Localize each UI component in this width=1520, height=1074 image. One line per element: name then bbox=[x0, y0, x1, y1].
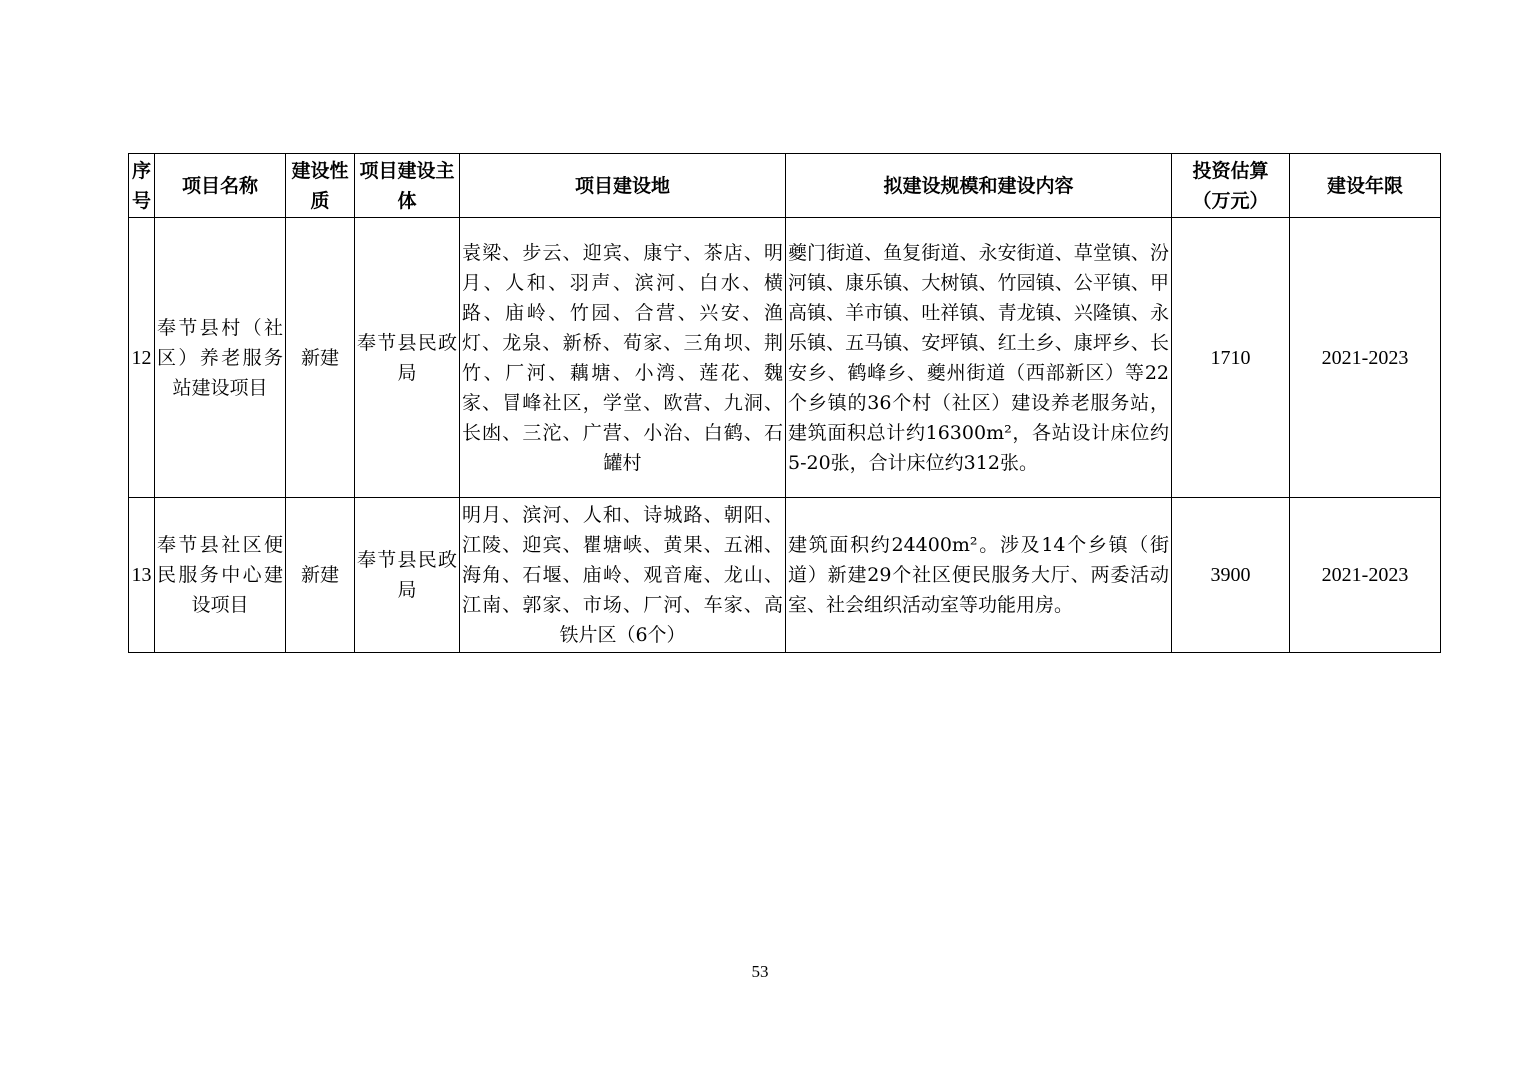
row-investment: 1710 bbox=[1172, 218, 1290, 498]
table-header-row bbox=[129, 154, 1441, 218]
row-investment: 3900 bbox=[1172, 498, 1290, 653]
header-period: 建设年限 bbox=[1290, 154, 1441, 218]
project-table bbox=[128, 153, 1441, 653]
table-row bbox=[129, 218, 1441, 498]
row-period: 2021-2023 bbox=[1290, 498, 1441, 653]
row-seq: 12 bbox=[129, 218, 155, 498]
row-content: 夔门街道、鱼复街道、永安街道、草堂镇、汾河镇、康乐镇、大树镇、竹园镇、公平镇、甲高镇、羊市镇、吐祥镇、青龙镇、兴隆镇、永乐镇、五马镇、安坪镇、红土乡、康坪乡、长安乡、鹤峰乡、夔州街道（西部新区）等22个乡镇的36个村（社区）建设养老服务站，建筑面积总计约16300m²，各站设计床位约5-20张，合计床位约312张。 bbox=[786, 218, 1172, 498]
header-content: 拟建设规模和建设内容 bbox=[786, 154, 1172, 218]
header-owner: 项目建设主体 bbox=[355, 154, 460, 218]
row-owner: 奉节县民政局 bbox=[355, 498, 460, 653]
header-investment: 投资估算（万元） bbox=[1172, 154, 1290, 218]
row-period: 2021-2023 bbox=[1290, 218, 1441, 498]
header-seq: 序号 bbox=[129, 154, 155, 218]
row-seq: 13 bbox=[129, 498, 155, 653]
page-number: 53 bbox=[751, 962, 769, 981]
row-owner: 奉节县民政局 bbox=[355, 218, 460, 498]
header-nature: 建设性质 bbox=[286, 154, 355, 218]
row-project-name: 奉节县社区便民服务中心建设项目 bbox=[155, 498, 286, 653]
table-row bbox=[129, 498, 1441, 653]
row-location: 明月、滨河、人和、诗城路、朝阳、江陵、迎宾、瞿塘峡、黄果、五湘、海角、石堰、庙岭、观音庵、龙山、江南、郭家、市场、厂河、车家、高铁片区（6个） bbox=[460, 498, 786, 653]
header-location: 项目建设地 bbox=[460, 154, 786, 218]
row-content: 建筑面积约24400m²。涉及14个乡镇（街道）新建29个社区便民服务大厅、两委活动室、社会组织活动室等功能用房。 bbox=[786, 498, 1172, 653]
header-name: 项目名称 bbox=[155, 154, 286, 218]
row-project-name: 奉节县村（社区）养老服务站建设项目 bbox=[155, 218, 286, 498]
row-nature: 新建 bbox=[286, 218, 355, 498]
row-nature: 新建 bbox=[286, 498, 355, 653]
row-location: 袁梁、步云、迎宾、康宁、茶店、明月、人和、羽声、滨河、白水、横路、庙岭、竹园、合营、兴安、渔灯、龙泉、新桥、荀家、三角坝、荆竹、厂河、藕塘、小湾、莲花、魏家、冒峰社区，学堂、欧营、九洞、长凼、三沱、广营、小治、白鹤、石罐村 bbox=[460, 218, 786, 498]
